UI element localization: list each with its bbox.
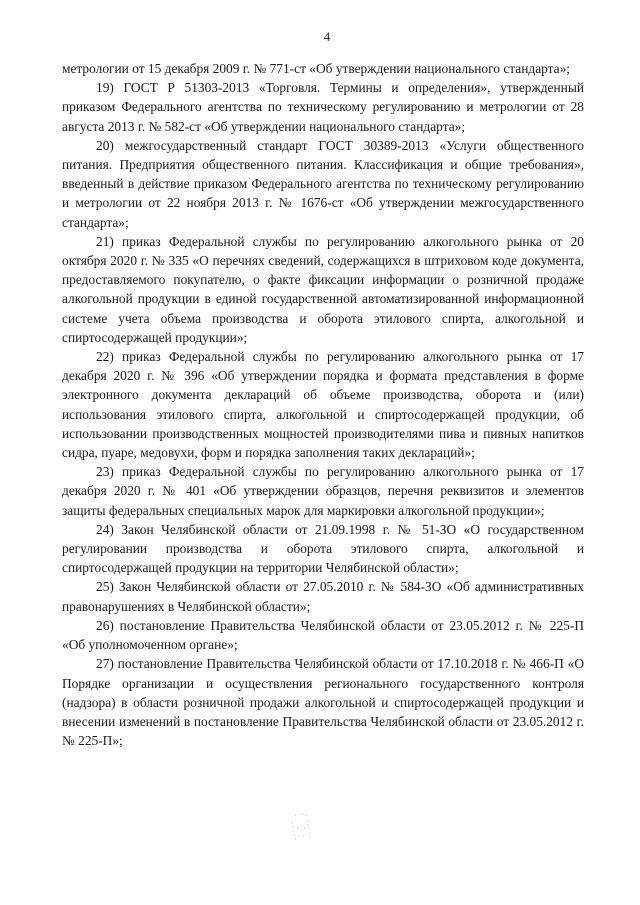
document-body <box>62 59 584 750</box>
faint-stamp-mark-icon <box>288 812 314 846</box>
paragraph: 20) межгосударственный стандарт ГОСТ 30389-2013 «Услуги общественного питания. Предприятия общественного питания. Классификация и общие требования», введенный в действие приказом Федерального агентства по техническому регулированию и метрологии от 22 ноября 2013 г. № 1676-ст «Об утверждении межгосударственного стандарта»; <box>62 137 584 230</box>
paragraph: 22) приказ Федеральной службы по регулированию алкогольного рынка от 17 декабря 2020 г. № 396 «Об утверждении порядка и формата представления в форме электронного документа деклараций об объеме производства, оборота и (или) использования этилового спирта, алкогольной и спиртосодержащей продукции, об использовании производственных мощностей производителями пива и пивных напитков сидра, пуаре, медовухи, форм и порядка заполнения таких деклараций»; <box>62 349 584 461</box>
paragraph: 21) приказ Федеральной службы по регулированию алкогольного рынка от 20 октября 2020 г. № 335 «О перечнях сведений, содержащихся в штриховом коде документа, предоставляемого покупателю, о факте фиксации информации о розничной продаже алкогольной продукции в единой государственной автоматизированной информационной системе учета объема производства и оборота этилового спирта, алкогольной и спиртосодержащей продукции»; <box>62 233 584 345</box>
paragraph: метрологии от 15 декабря 2009 г. № 771-ст «Об утверждении национального стандарта»; <box>62 61 571 76</box>
paragraph: 19) ГОСТ Р 51303-2013 «Торговля. Термины и определения», утвержденный приказом Федерального агентства по техническому регулированию и метрологии от 28 августа 2013 г. № 582-ст «Об утверждении национального стандарта»; <box>62 80 584 134</box>
paragraph: 26) постановление Правительства Челябинской области от 23.05.2012 г. № 225-П «Об уполномоченном органе»; <box>62 617 584 653</box>
paragraph: 27) постановление Правительства Челябинской области от 17.10.2018 г. № 466-П «О Порядке организации и осуществления регионального государственного контроля (надзора) в области розничной продажи алкогольной и спиртосодержащей продукции и внесении изменений в постановление Правительства Челябинской области от 23.05.2012 г. № 225-П»; <box>62 656 584 749</box>
paragraph: 23) приказ Федеральной службы по регулированию алкогольного рынка от 17 декабря 2020 г. № 401 «Об утверждении образцов, перечня реквизитов и элементов защиты федеральных специальных марок для маркировки алкогольной продукции»; <box>62 464 584 518</box>
paragraph: 24) Закон Челябинской области от 21.09.1998 г. № 51-ЗО «О государственном регулировании производства и оборота этилового спирта, алкогольной и спиртосодержащей продукции на территории Челябинской области»; <box>62 521 584 576</box>
page-number: 4 <box>323 30 331 44</box>
paragraph: 25) Закон Челябинской области от 27.05.2010 г. № 584-ЗО «Об административных правонарушениях в Челябинской области»; <box>62 579 584 614</box>
